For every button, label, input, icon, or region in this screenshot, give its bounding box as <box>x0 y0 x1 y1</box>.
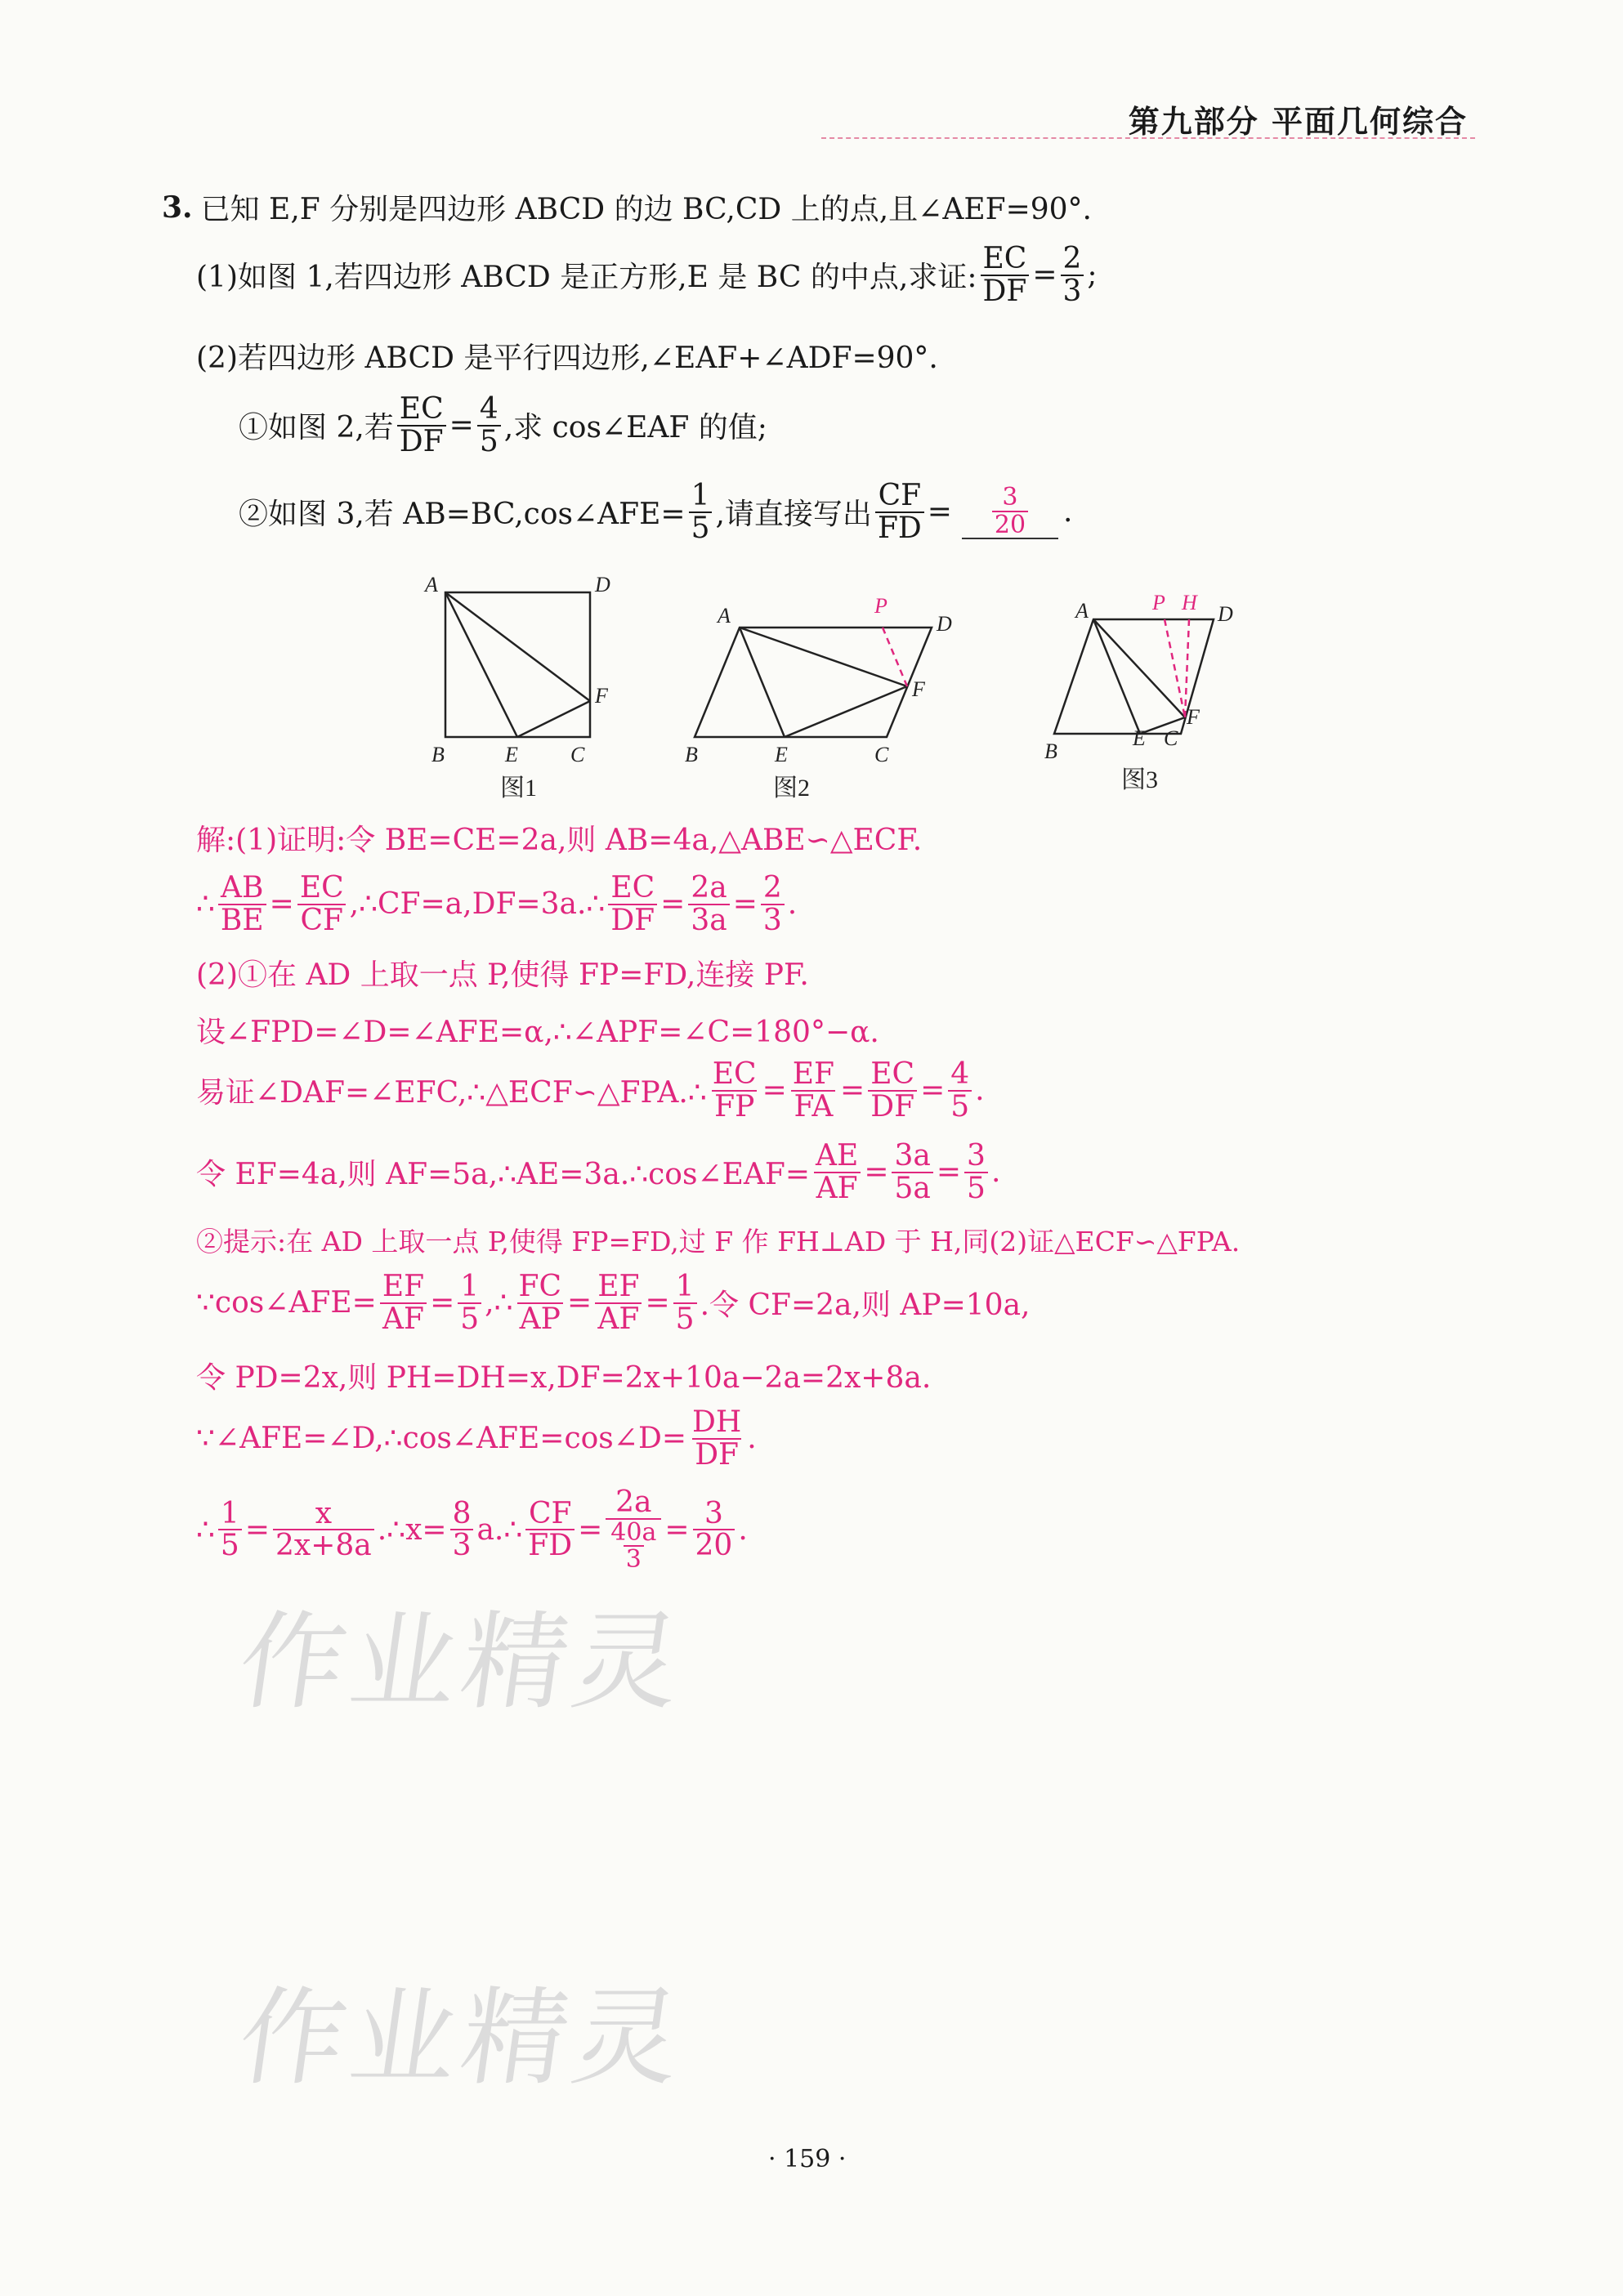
part1-line: (1)如图 1,若四边形 ABCD 是正方形,E 是 BC 的中点,求证: $\frac{EC}{DF}$ = $\frac{2}{3}$ ; <box>196 242 1098 308</box>
solution-line-7: ②提示:在 AD 上取一点 P,使得 FP=FD,过 F 作 FH⊥AD 于 H,同(2)证△ECF∽△FPA. <box>196 1226 1241 1257</box>
fig3-caption: 图3 <box>1121 766 1158 793</box>
fig3-label-c: C <box>1164 726 1178 750</box>
header-divider <box>821 137 1475 139</box>
part2a-fraction-left: $\frac{EC}{DF}$ <box>397 394 446 458</box>
figures-diagram <box>409 564 1275 809</box>
fig1-segment-ae <box>445 592 517 737</box>
watermark-bottom: 作业精灵 <box>230 1976 694 2100</box>
fig2-dashed-pf <box>883 628 907 686</box>
fig3-label-b: B <box>1044 739 1057 763</box>
solution-line-1: 解:(1)证明:令 BE=CE=2a,则 AB=4a,△ABE∽△ECF. <box>196 824 923 857</box>
solution-line-10: ∵∠AFE=∠D,∴cos∠AFE=cos∠D= $\frac{DH}{DF}$ . <box>196 1405 757 1472</box>
part2b-line: ②如图 3,若 AB=BC,cos∠AFE= $\frac{1}{5}$ ,请直接写出 $\frac{CF}{FD}$ = $\frac{3}{20}$ . <box>239 479 1073 545</box>
fig3-dashed-pf <box>1165 619 1185 717</box>
fig3-segment-ae <box>1093 619 1140 734</box>
fig2-label-f: F <box>912 677 925 701</box>
fig3-label-e: E <box>1133 726 1146 750</box>
fig1-square <box>445 592 590 737</box>
fig2-label-c: C <box>874 743 889 766</box>
solution-line-6: 令 EF=4a,则 AF=5a,∴AE=3a.∴cos∠EAF= $\frac{AE}{AF}$ = $\frac{3a}{5a}$ = $\frac{3}{5}$ . <box>196 1139 1001 1205</box>
page-header-title: 第九部分 平面几何综合 <box>1128 104 1468 140</box>
part1-fraction-left: $\frac{EC}{DF}$ <box>981 243 1030 307</box>
part2b-question-fraction: $\frac{CF}{FD}$ <box>875 480 924 544</box>
part2b-fraction: $\frac{1}{5}$ <box>689 480 713 544</box>
watermark-top: 作业精灵 <box>230 1600 694 1724</box>
solution-line-3: (2)①在 AD 上取一点 P,使得 FP=FD,连接 PF. <box>196 958 809 992</box>
fig2-label-d: D <box>937 612 952 636</box>
part2a-fraction-right: $\frac{4}{5}$ <box>477 394 501 458</box>
fig3-label-a: A <box>1075 599 1089 623</box>
fig1-caption: 图1 <box>500 775 537 802</box>
fig1-label-f: F <box>595 684 608 708</box>
fig3-label-h: H <box>1182 591 1197 614</box>
part2-text: (2)若四边形 ABCD 是平行四边形,∠EAF+∠ADF=90°. <box>196 342 938 375</box>
solution-line-4: 设∠FPD=∠D=∠AFE=α,∴∠APF=∠C=180°−α. <box>196 1016 879 1049</box>
fig1-label-e: E <box>505 743 518 766</box>
fig2-caption: 图2 <box>773 775 810 802</box>
fig1-label-a: A <box>425 573 438 596</box>
fig3-label-f: F <box>1187 705 1200 729</box>
problem-number: 3. <box>162 190 193 225</box>
problem-stem-line <box>162 186 1092 228</box>
answer-blank <box>962 485 1058 539</box>
solution-line-5: 易证∠DAF=∠EFC,∴△ECF∽△FPA.∴ $\frac{EC}{FP}$ = $\frac{EF}{FA}$ = $\frac{EC}{DF}$ = $\frac{4}{5}$ . <box>196 1057 985 1123</box>
part2a-line: ①如图 2,若 $\frac{EC}{DF}$ = $\frac{4}{5}$ ,求 cos∠EAF 的值; <box>239 392 767 458</box>
fig3-label-d: D <box>1218 602 1233 626</box>
fig3-dashed-hf <box>1185 619 1189 717</box>
part1-fraction-right: $\frac{2}{3}$ <box>1061 243 1084 307</box>
part1-text: (1)如图 1,若四边形 ABCD 是正方形,E 是 BC 的中点,求证: <box>196 261 977 295</box>
fig2-label-a: A <box>718 604 731 628</box>
fig1-label-b: B <box>431 743 445 766</box>
solution-line-11: ∴ $\frac{1}{5}$ = $\frac{x}{2x+8a}$ .∴x= $\frac{8}{3}$ a.∴ $\frac{CF}{FD}$ = $\frac{2a}{\frac{40a}{3}}$ = $\frac{3}{20}$ . <box>196 1485 748 1575</box>
fig1-label-c: C <box>570 743 585 766</box>
fig2-label-b: B <box>685 743 698 766</box>
solution-line-2: ∴ $\frac{AB}{BE}$ = $\frac{EC}{CF}$ ,∴CF=a,DF=3a.∴ $\frac{EC}{DF}$ = $\frac{2a}{3a}$ = $\frac{2}{3}$ . <box>196 871 798 937</box>
part2-line <box>196 335 938 377</box>
fig1-segment-af <box>445 592 590 701</box>
answer-fraction: $\frac{3}{20}$ <box>992 485 1028 538</box>
fig3-label-p: P <box>1152 591 1165 614</box>
problem-stem: 已知 E,F 分别是四边形 ABCD 的边 BC,CD 上的点,且∠AEF=90°. <box>200 193 1093 226</box>
fig2-segment-af <box>740 628 907 686</box>
fig1-label-d: D <box>595 573 610 596</box>
solution-line-9: 令 PD=2x,则 PH=DH=x,DF=2x+10a−2a=2x+8a. <box>196 1361 932 1395</box>
figure-1 <box>445 592 590 737</box>
solution-line-8: ∵cos∠AFE= $\frac{EF}{AF}$ = $\frac{1}{5}$ ,∴ $\frac{FC}{AP}$ = $\frac{EF}{AF}$ = $\frac{1}{5}$ .令 CF=2a,则 AP=10a, <box>196 1270 1031 1336</box>
fig2-segment-ae <box>740 628 785 737</box>
fig2-label-e: E <box>775 743 788 766</box>
page-number: · 159 · <box>768 2145 847 2173</box>
fig3-segment-af <box>1093 619 1185 717</box>
fig1-segment-ef <box>517 701 590 737</box>
figure-2 <box>695 628 932 737</box>
fig2-label-p: P <box>874 594 888 618</box>
complex-fraction: $\frac{2a}{\frac{40a}{3}}$ <box>606 1487 661 1573</box>
fig3-segment-ef <box>1140 717 1185 734</box>
